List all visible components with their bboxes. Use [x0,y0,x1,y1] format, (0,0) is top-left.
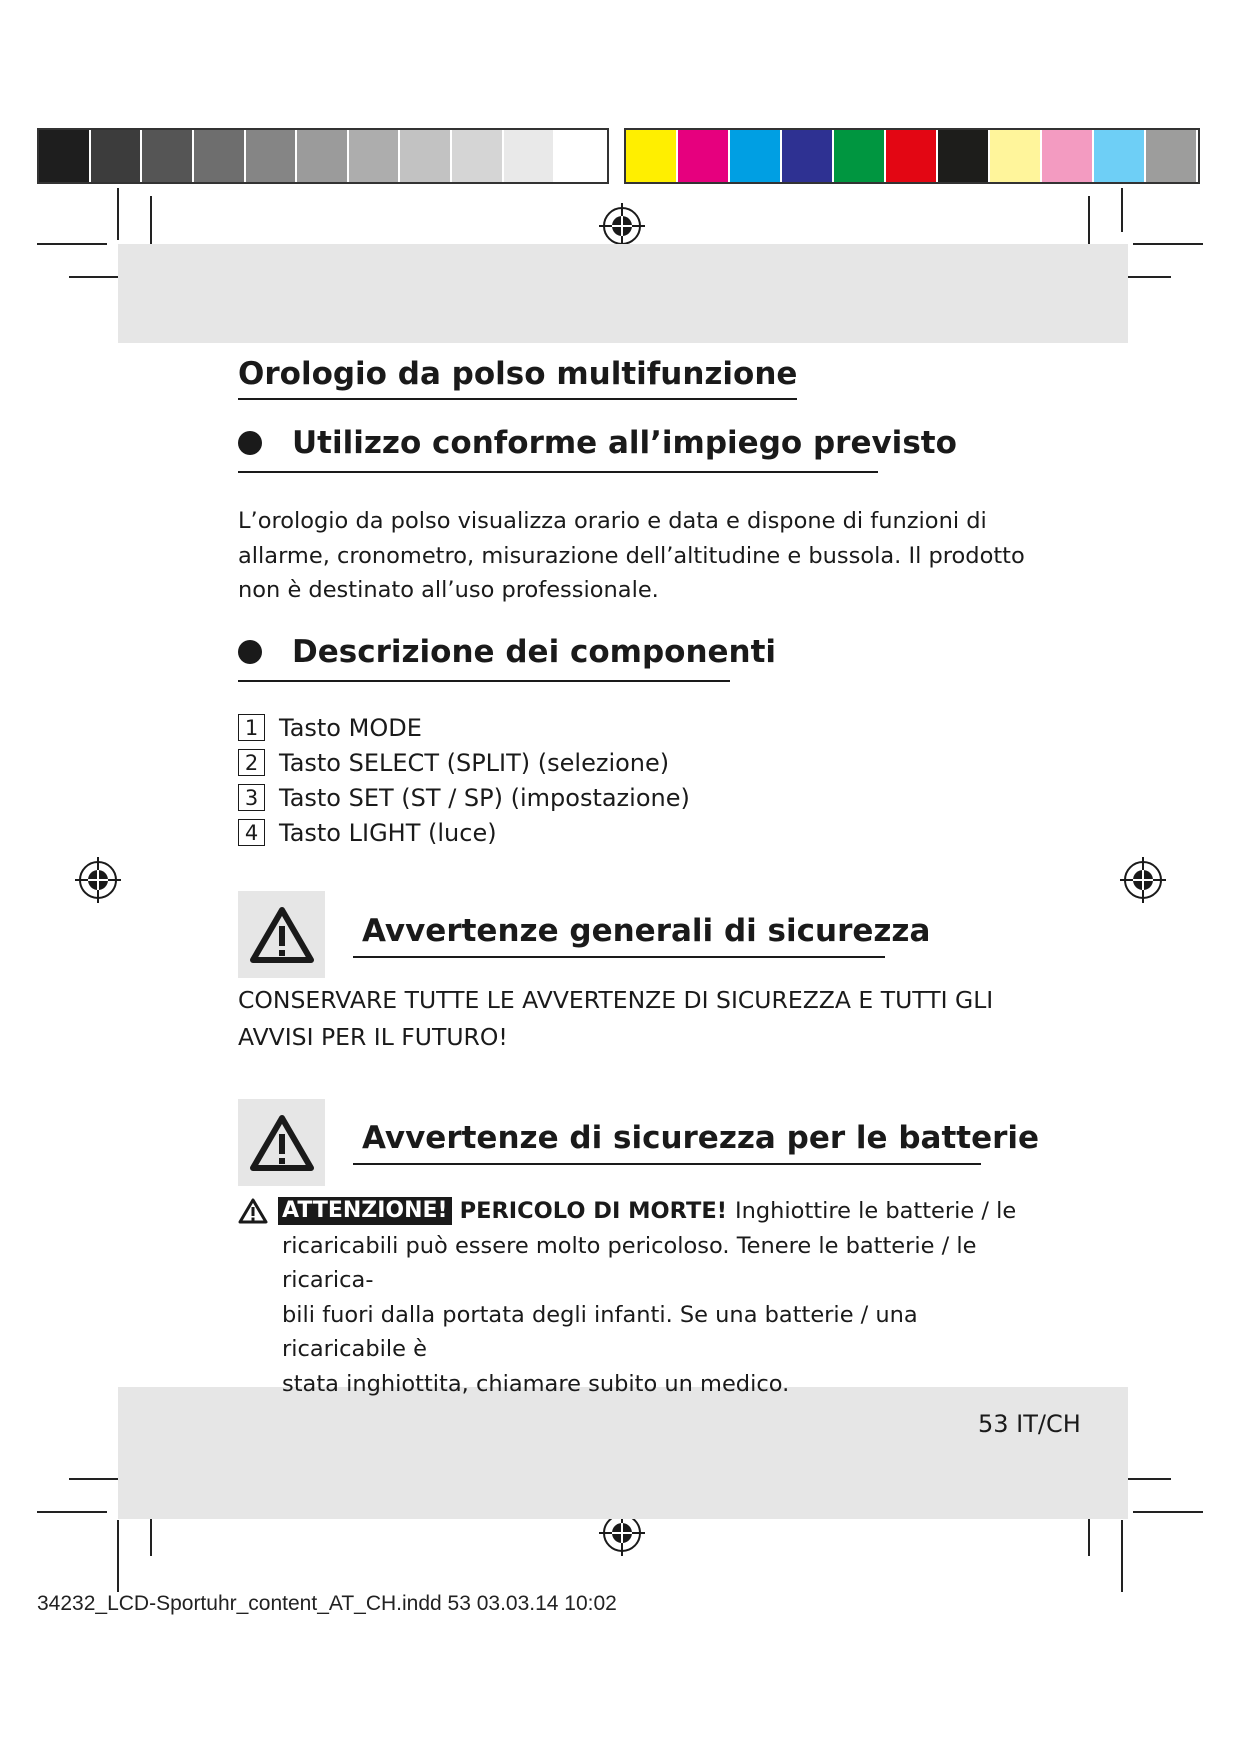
grayscale-bar [37,128,609,184]
color-swatch [1094,130,1144,182]
color-swatch [91,130,141,182]
color-swatch [782,130,832,182]
paragraph-line: bili fuori dalla portata degli infanti. Se una batterie / una ricaricabile è [282,1301,918,1362]
color-bar [624,128,1200,184]
crop-mark [1121,188,1123,232]
color-swatch [678,130,728,182]
battery-warning-rest [282,1229,1038,1402]
warning-box [238,891,325,978]
color-swatches [626,130,1198,182]
item-number: 2 [238,749,265,776]
paragraph-line: AVVISI PER IL FUTURO! [238,1023,508,1051]
list-item [238,780,690,815]
danger-label: PERICOLO DI MORTE! [459,1198,727,1224]
list-item [238,745,690,780]
warning-box [238,1099,325,1186]
paragraph-line: Inghiottire le batterie / le [734,1198,1017,1224]
item-number: 1 [238,714,265,741]
crop-mark [1133,243,1203,245]
item-number: 3 [238,784,265,811]
bullet-icon [238,640,262,664]
color-swatch [1042,130,1092,182]
print-slug: 34232_LCD-Sportuhr_content_AT_CH.indd 53 03.03.14 10:02 [37,1592,617,1615]
color-swatch [349,130,399,182]
paragraph-line: stata inghiottita, chiamare subito un medico. [282,1370,790,1397]
warning-triangle-icon [249,1114,315,1172]
footer-band [118,1387,1128,1519]
color-swatch [730,130,780,182]
crop-mark [117,188,119,240]
section-heading-text: Utilizzo conforme all’impiego previsto [292,425,957,461]
color-swatch [400,130,450,182]
heading-underline [238,471,878,473]
color-swatch [246,130,296,182]
registration-mark-icon [599,203,645,249]
small-warning-icon [238,1198,268,1224]
components-list [238,710,690,850]
color-swatch [1146,130,1196,182]
color-swatch [39,130,89,182]
grayscale-swatches [39,130,607,182]
crop-mark [1121,1520,1123,1592]
bullet-icon [238,431,262,455]
color-swatch [834,130,884,182]
battery-warning-first-line [238,1194,1038,1229]
warning-triangle-icon [249,906,315,964]
section-heading-general-safety: Avvertenze generali di sicurezza [362,913,931,949]
color-swatch [886,130,936,182]
crop-mark [37,1511,107,1513]
header-band [118,244,1128,343]
item-label: Tasto MODE [279,713,422,742]
heading-underline [353,1163,981,1165]
crop-mark [117,1520,119,1592]
registration-mark-icon [1120,857,1166,903]
item-number: 4 [238,819,265,846]
section-heading-components [238,634,776,670]
item-label: Tasto SET (ST / SP) (impostazione) [279,783,690,812]
color-swatch [194,130,244,182]
attention-badge: ATTENZIONE! [278,1197,452,1225]
list-item [238,710,690,745]
list-item [238,815,690,850]
paragraph-line: ricaricabili può essere molto pericoloso. Tenere le batterie / le ricarica- [282,1232,977,1293]
section-heading-battery-safety: Avvertenze di sicurezza per le batterie [362,1120,1040,1156]
document-title: Orologio da polso multifunzione [238,356,797,400]
heading-underline [353,956,885,958]
general-safety-text [238,982,998,1056]
paragraph-line: CONSERVARE TUTTE LE AVVERTENZE DI SICUREZZA E TUTTI GLI [238,986,994,1014]
paragraph-line: allarme, cronometro, misurazione dell’altitudine e bussola. Il prodotto [238,542,1025,569]
intended-use-paragraph [238,504,1025,608]
color-swatch [142,130,192,182]
color-swatch [938,130,988,182]
section-heading-text: Descrizione dei componenti [292,634,777,670]
color-swatch [990,130,1040,182]
item-label: Tasto LIGHT (luce) [279,818,497,847]
battery-warning [238,1194,1038,1401]
crop-mark [1133,1511,1203,1513]
section-heading-intended-use [238,425,957,461]
paragraph-line: non è destinato all’uso professionale. [238,577,659,603]
paragraph-line: L’orologio da polso visualizza orario e data e dispone di funzioni di [238,508,987,534]
color-swatch [452,130,502,182]
color-swatch [555,130,605,182]
item-label: Tasto SELECT (SPLIT) (selezione) [279,748,670,777]
color-swatch [297,130,347,182]
page-number: 53 IT/CH [978,1410,1081,1438]
color-swatch [626,130,676,182]
crop-mark [1088,196,1090,250]
registration-mark-icon [75,857,121,903]
crop-mark [150,196,152,250]
color-swatch [504,130,554,182]
heading-underline [238,680,730,682]
crop-mark [37,243,107,245]
